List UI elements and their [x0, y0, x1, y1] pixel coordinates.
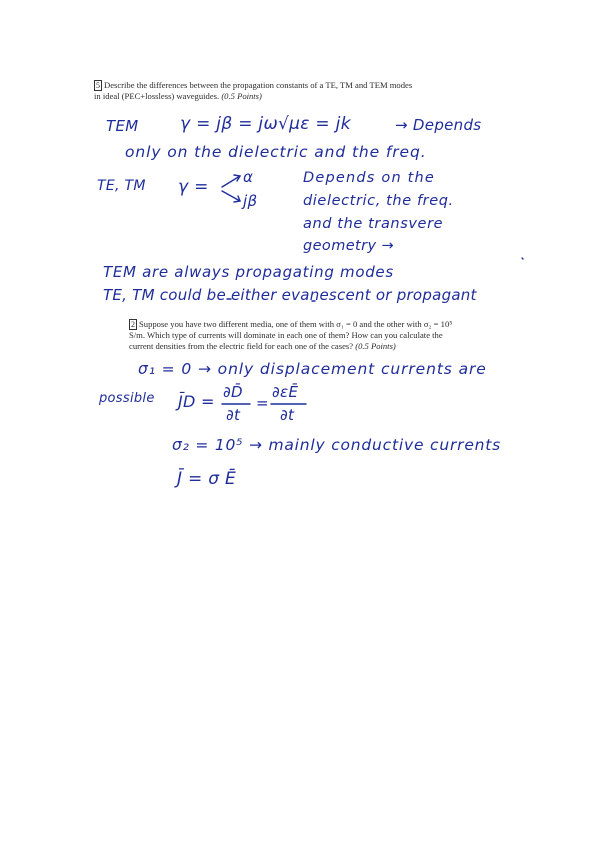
hand-tem-note: → Depends	[395, 116, 482, 134]
question-number: 5	[96, 81, 100, 90]
hand-fraction-1-denominator: ∂t	[226, 406, 241, 424]
hand-sigma2-line: σ₂ = 10⁵ → mainly conductive currents	[172, 436, 502, 454]
hand-fraction-2-numerator: ∂εĒ	[272, 383, 299, 401]
hand-te-note-line4: geometry →	[303, 238, 395, 254]
hand-gamma-equation: γ =	[178, 177, 209, 197]
hand-possible-word: possible	[99, 391, 155, 406]
ink-mark	[522, 258, 523, 259]
question-text-line: Suppose you have two different media, one of them with σ₁ = 0 and the other with σ₂ = 10⁵	[139, 319, 453, 329]
hand-tem-equation: γ = jβ = jω√με = jk	[180, 114, 351, 134]
hand-fraction-1-numerator: ∂D̄	[223, 383, 243, 401]
question-text-line: in ideal (PEC+lossless) waveguides.	[94, 91, 220, 101]
hand-te-tm-label: TE, TM	[97, 178, 146, 194]
question-text-line: S/m. Which type of currents will dominate in each one of them? How can you calculate the	[129, 330, 443, 340]
hand-alpha: α	[243, 168, 254, 186]
hand-tem-label: TEM	[106, 117, 139, 135]
question-text-line: Describe the differences between the propagation constants of a TE, TM and TEM modes	[104, 80, 413, 90]
hand-summary-line1: TEM are always propagating modes	[103, 263, 394, 281]
hand-sigma1-line: σ₁ = 0 → only displacement currents are	[138, 360, 487, 378]
hand-jbeta: jβ	[243, 192, 258, 210]
hand-summary-line2: TE, TM could be either evanescent or propagant	[103, 286, 477, 304]
hand-fraction-2-denominator: ∂t	[280, 406, 295, 424]
hand-tem-note-line2: only on the dielectric and the freq.	[125, 143, 427, 161]
hand-te-note-line2: dielectric, the freq.	[303, 193, 454, 209]
question-number: 2	[131, 320, 135, 329]
question-points: (0.5 Points)	[355, 340, 396, 351]
hand-current-density-equation: J̄ = σ Ē	[177, 469, 237, 489]
hand-equals-sign: =	[256, 394, 269, 412]
hand-jd-equation: J̄D =	[178, 392, 215, 411]
question-points: (0.5 Points)	[221, 91, 262, 101]
hand-te-note-line3: and the transvere	[303, 216, 444, 232]
hand-te-note-line1: Depends on the	[303, 170, 436, 186]
question-text-line: current densities from the electric field for each one of the cases?	[129, 340, 354, 351]
